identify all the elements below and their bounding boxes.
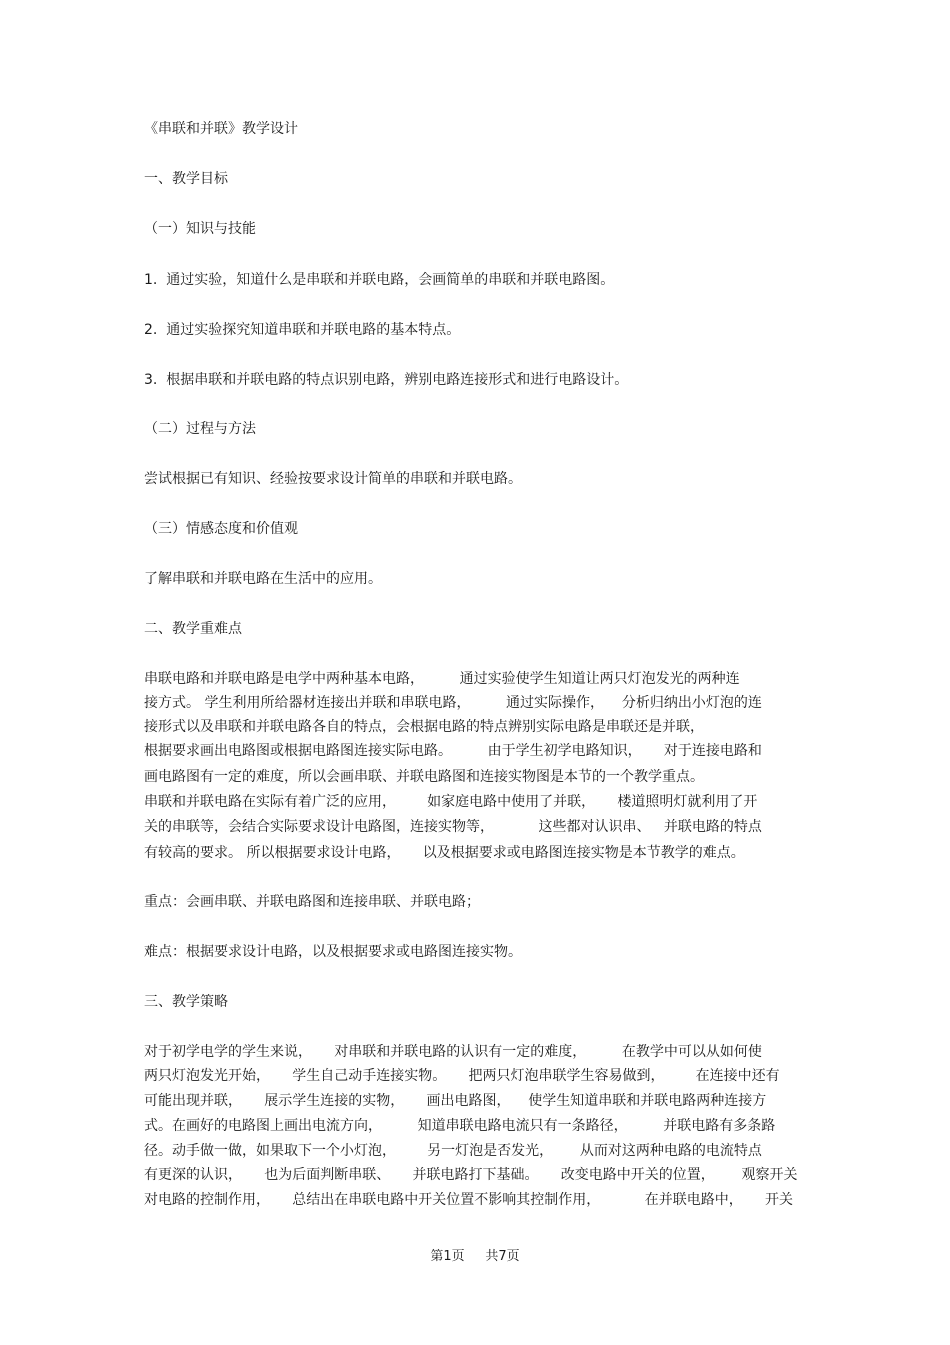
objective-item-3: 3. 根据串联和并联电路的特点识别电路，辨别电路连接形式和进行电路设计。	[144, 372, 629, 388]
paragraph-line: 径。动手做一做，如果取下一个小灯泡， 另一灯泡是否发光， 从而对这两种电路的电流特点	[144, 1143, 762, 1159]
paragraph-line: 有更深的认识， 也为后面判断串联、 并联电路打下基础。 改变电路中开关的位置， 观察开关	[144, 1167, 798, 1183]
section-heading-objectives: 一、教学目标	[144, 171, 228, 187]
document-title: 《串联和并联》教学设计	[144, 121, 298, 137]
key-point-text: 重点：会画串联、并联电路图和连接串联、并联电路；	[144, 894, 480, 910]
section-heading-key-difficult: 二、教学重难点	[144, 621, 242, 637]
paragraph-line: 关的串联等，会结合实际要求设计电路图，连接实物等， 这些都对认识串、 并联电路的特点	[144, 819, 762, 835]
paragraph-line: 接形式以及串联和并联电路各自的特点，会根据电路的特点辨别实际电路是串联还是并联，	[144, 719, 704, 735]
paragraph-line: 接方式。 学生利用所给器材连接出并联和串联电路， 通过实际操作， 分析归纳出小灯泡的连	[144, 695, 762, 711]
paragraph-line: 画电路图有一定的难度，所以会画串联、并联电路图和连接实物图是本节的一个教学重点。	[144, 769, 704, 785]
section-heading-strategy: 三、教学策略	[144, 994, 228, 1010]
page-footer: 第1页 共7页	[430, 1249, 520, 1264]
difficult-point-text: 难点：根据要求设计电路，以及根据要求或电路图连接实物。	[144, 944, 522, 960]
paragraph-line: 串联电路和并联电路是电学中两种基本电路， 通过实验使学生知道让两只灯泡发光的两种连	[144, 671, 740, 687]
paragraph-line: 两只灯泡发光开始， 学生自己动手连接实物。 把两只灯泡串联学生容易做到， 在连接中还有	[144, 1068, 780, 1084]
subsection-heading-process: （二）过程与方法	[144, 421, 256, 437]
paragraph-line: 可能出现并联， 展示学生连接的实物， 画出电路图， 使学生知道串联和并联电路两种连接方	[144, 1093, 767, 1109]
paragraph-line: 对电路的控制作用， 总结出在串联电路中开关位置不影响其控制作用， 在并联电路中， 开关	[144, 1192, 794, 1208]
objective-item-1: 1. 通过实验，知道什么是串联和并联电路，会画简单的串联和并联电路图。	[144, 272, 615, 288]
process-text: 尝试根据已有知识、经验按要求设计简单的串联和并联电路。	[144, 471, 522, 487]
paragraph-line: 串联和并联电路在实际有着广泛的应用， 如家庭电路中使用了并联， 楼道照明灯就利用了开	[144, 794, 758, 810]
subsection-heading-attitude: （三）情感态度和价值观	[144, 521, 298, 537]
paragraph-line: 对于初学电学的学生来说， 对串联和并联电路的认识有一定的难度， 在教学中可以从如何使	[144, 1044, 762, 1060]
subsection-heading-knowledge: （一）知识与技能	[144, 221, 256, 237]
paragraph-line: 有较高的要求。 所以根据要求设计电路， 以及根据要求或电路图连接实物是本节教学的难点。	[144, 845, 745, 861]
attitude-text: 了解串联和并联电路在生活中的应用。	[144, 571, 382, 587]
objective-item-2: 2. 通过实验探究知道串联和并联电路的基本特点。	[144, 322, 461, 338]
paragraph-line: 根据要求画出电路图或根据电路图连接实际电路。 由于学生初学电路知识， 对于连接电路和	[144, 743, 762, 759]
paragraph-line: 式。在画好的电路图上画出电流方向， 知道串联电路电流只有一条路径， 并联电路有多条路	[144, 1118, 776, 1134]
